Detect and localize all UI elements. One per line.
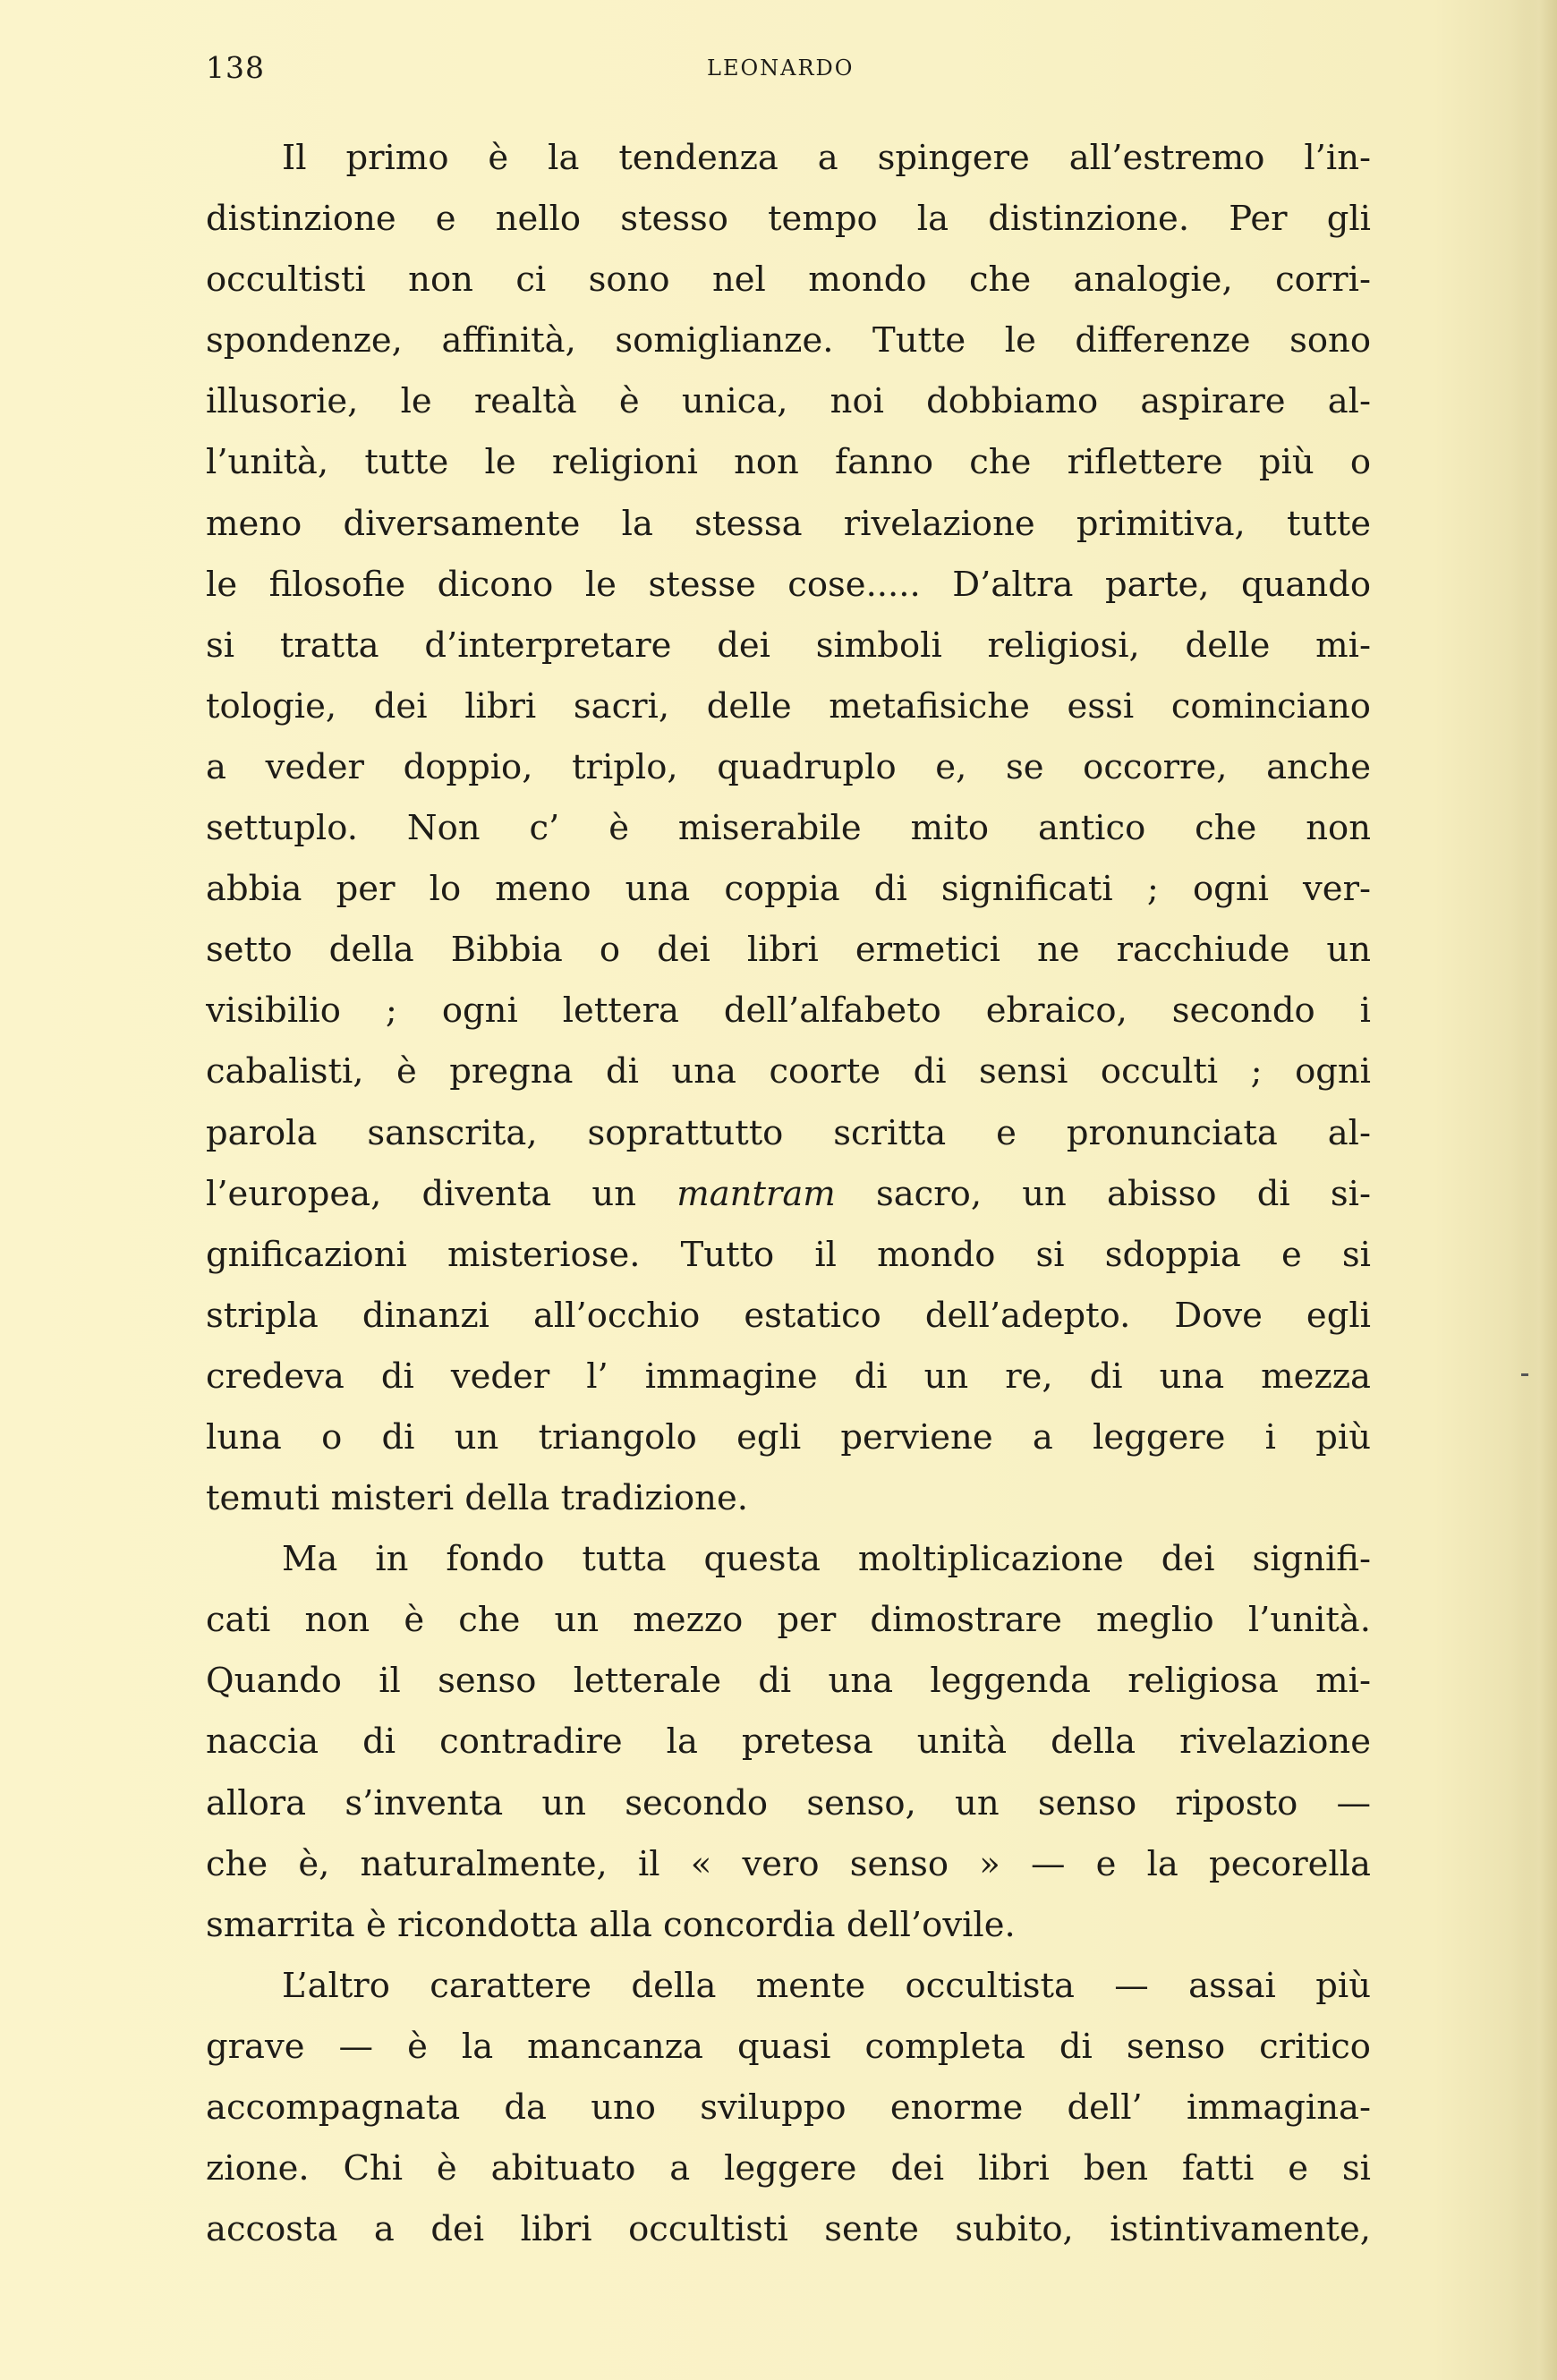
- text-line: accompagnata da uno sviluppo enorme dell’ immagina-: [206, 2087, 1371, 2128]
- text-line: gnificazioni misteriose. Tutto il mondo si sdoppia e si: [206, 1234, 1371, 1275]
- running-head: LEONARDO: [707, 55, 855, 81]
- text-line: tologie, dei libri sacri, delle metafisiche essi cominciano: [206, 685, 1371, 727]
- text-line: [206, 1164, 1371, 1225]
- text-line: le filosofie dicono le stesse cose..... D’altra parte, quando: [206, 564, 1371, 605]
- text-line: stripla dinanzi all’occhio estatico dell’adepto. Dove egli: [206, 1295, 1371, 1336]
- body-text: [206, 128, 1371, 2260]
- margin-mark: [1521, 1373, 1528, 1376]
- text-line: cati non è che un mezzo per dimostrare meglio l’unità.: [206, 1600, 1371, 1641]
- text-line: meno diversamente la stessa rivelazione primitiva, tutte: [206, 503, 1371, 544]
- text-line: zione. Chi è abituato a leggere dei libri ben fatti e si: [206, 2148, 1371, 2189]
- italic-term: mantram: [676, 1173, 836, 1214]
- text-line: settuplo. Non c’ è miserabile mito antico che non: [206, 808, 1371, 849]
- text-line: che è, naturalmente, il « vero senso » — e la pecorella: [206, 1843, 1371, 1884]
- text-line: Ma in fondo tutta questa moltiplicazione dei signifi-: [282, 1539, 1371, 1580]
- text-line: si tratta d’interpretare dei simboli religiosi, delle mi-: [206, 625, 1371, 666]
- text-line: illusorie, le realtà è unica, noi dobbiamo aspirare al-: [206, 381, 1371, 422]
- text-line: spondenze, affinità, somiglianze. Tutte le differenze sono: [206, 320, 1371, 361]
- text-line: occultisti non ci sono nel mondo che analogie, corri-: [206, 259, 1371, 301]
- text-line: parola sanscrita, soprattutto scritta e pronunciata al-: [206, 1112, 1371, 1153]
- text-line: allora s’inventa un secondo senso, un senso riposto —: [206, 1782, 1371, 1823]
- text-line: smarrita è ricondotta alla concordia dell’ovile.: [206, 1904, 1016, 1945]
- text-line: credeva di veder l’ immagine di un re, di una mezza: [206, 1356, 1371, 1397]
- text-line: abbia per lo meno una coppia di significati ; ogni ver-: [206, 869, 1371, 910]
- page-edge-shadow: [1521, 0, 1557, 2380]
- text-line: visibilio ; ogni lettera dell’alfabeto ebraico, secondo i: [206, 990, 1371, 1032]
- text-run: sacro, un abisso di si-: [835, 1173, 1371, 1214]
- page-number: 138: [206, 50, 265, 85]
- text-line: l’unità, tutte le religioni non fanno che riflettere più o: [206, 442, 1371, 483]
- text-line: Il primo è la tendenza a spingere all’estremo l’in-: [282, 138, 1371, 178]
- page-header: [206, 50, 1369, 86]
- text-line: temuti misteri della tradizione.: [206, 1478, 748, 1519]
- text-line: a veder doppio, triplo, quadruplo e, se occorre, anche: [206, 746, 1371, 787]
- text-line: setto della Bibbia o dei libri ermetici ne racchiude un: [206, 930, 1371, 971]
- text-line: L’altro carattere della mente occultista — assai più: [282, 1965, 1371, 2006]
- text-line: luna o di un triangolo egli perviene a leggere i più: [206, 1416, 1371, 1458]
- text-run: l’europea, diventa un: [206, 1173, 677, 1214]
- text-line: grave — è la mancanza quasi completa di senso critico: [206, 2026, 1371, 2067]
- text-line: naccia di contradire la pretesa unità della rivelazione: [206, 1721, 1371, 1763]
- text-line: distinzione e nello stesso tempo la distinzione. Per gli: [206, 199, 1371, 240]
- text-line: cabalisti, è pregna di una coorte di sensi occulti ; ogni: [206, 1051, 1371, 1092]
- text-line: Quando il senso letterale di una leggenda religiosa mi-: [206, 1661, 1371, 1702]
- text-line: accosta a dei libri occultisti sente subito, istintivamente,: [206, 2209, 1371, 2250]
